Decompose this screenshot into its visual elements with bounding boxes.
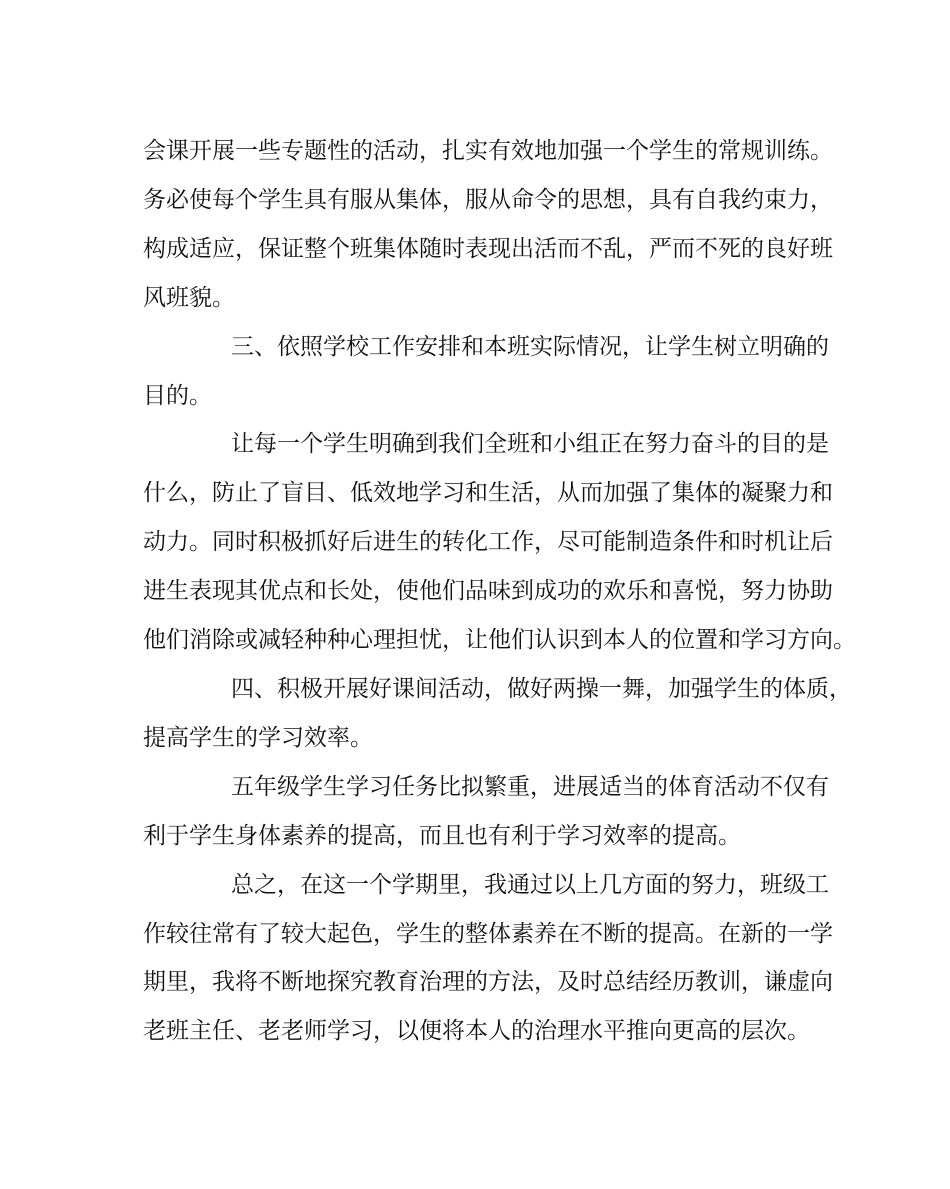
text-line: 他们消除或减轻种种心理担忧，让他们认识到本人的位置和学习方向。 (143, 627, 856, 654)
paragraph-first-line: 总之，在这一个学期里，我通过以上几方面的努力，班级工 (231, 871, 829, 898)
section-heading-line: 四、积极开展好课间活动，做好两操一舞，加强学生的体质， (231, 675, 852, 702)
text-line: 构成适应，保证整个班集体随时表现出活而不乱，严而不死的良好班 (143, 235, 833, 262)
paragraph-first-line: 五年级学生学习任务比拟繁重，进展适当的体育活动不仅有 (231, 773, 829, 800)
text-line: 务必使每个学生具有服从集体，服从命令的思想，具有自我约束力， (143, 186, 833, 213)
text-line: 提高学生的学习效率。 (143, 724, 373, 751)
text-line: 期里，我将不断地探究教育治理的方法，及时总结经历教训，谦虚向 (143, 969, 833, 996)
document-body (143, 127, 856, 1056)
text-line: 老班主任、老老师学习，以便将本人的治理水平推向更高的层次。 (143, 1018, 810, 1045)
text-line: 作较往常有了较大起色，学生的整体素养在不断的提高。在新的一学 (143, 920, 833, 947)
text-line: 什么，防止了盲目、低效地学习和生活，从而加强了集体的凝聚力和 (143, 480, 833, 507)
text-line: 动力。同时积极抓好后进生的转化工作，尽可能制造条件和时机让后 (143, 529, 833, 556)
section-heading-line: 三、依照学校工作安排和本班实际情况，让学生树立明确的 (231, 333, 829, 360)
text-line: 利于学生身体素养的提高，而且也有利于学习效率的提高。 (143, 822, 741, 849)
text-line: 目的。 (143, 382, 212, 409)
paragraph-first-line: 让每一个学生明确到我们全班和小组正在努力奋斗的目的是 (231, 431, 829, 458)
text-line: 风班貌。 (143, 284, 235, 311)
text-line: 进生表现其优点和长处，使他们品味到成功的欢乐和喜悦，努力协助 (143, 578, 833, 605)
text-line: 会课开展一些专题性的活动，扎实有效地加强一个学生的常规训练。 (143, 138, 833, 164)
